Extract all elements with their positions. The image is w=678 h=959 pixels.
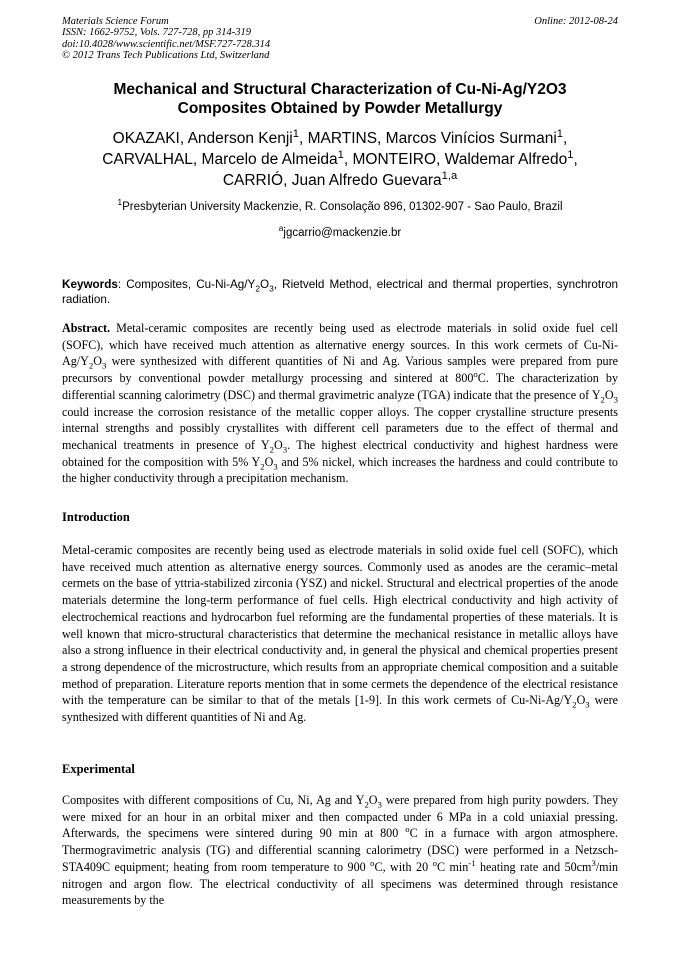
subscript: 2: [572, 699, 577, 710]
abstract: [62, 320, 618, 487]
author-name: CARRIÓ, Juan Alfredo Guevara: [222, 172, 442, 189]
superscript: o: [432, 857, 437, 868]
superscript: -1: [468, 857, 476, 868]
author-separator: ,: [573, 151, 578, 168]
subscript: 3: [377, 799, 382, 810]
superscript: o: [473, 369, 478, 380]
exp-text: C, with 20: [374, 859, 433, 874]
abstract-label: Abstract.: [62, 321, 111, 335]
issn-line: ISSN: 1662-9752, Vols. 727-728, pp 314-319: [62, 27, 251, 39]
exp-text: O: [368, 793, 378, 807]
paper-title: [62, 80, 618, 118]
abstract-text: C. The characterization by differential scanning calorimetry (DSC) and thermal gravimetric analyze (TGA) indicate that the presence of Y: [62, 371, 618, 402]
exp-text: heating rate and 50cm: [475, 859, 592, 874]
affiliation-sup: 1: [117, 198, 123, 208]
author-name: MONTEIRO, Waldemar Alfredo: [352, 151, 568, 168]
introduction-heading: Introduction: [62, 510, 130, 524]
exp-text: Composites with different compositions of Cu, Ni, Ag and Y: [62, 793, 365, 807]
superscript: o: [405, 824, 410, 835]
author-sup: 1: [292, 127, 299, 140]
email-sup: a: [278, 224, 284, 234]
affiliation: [62, 200, 618, 214]
copyright-line: © 2012 Trans Tech Publications Ltd, Switzerland: [62, 50, 270, 62]
subscript: 2: [255, 283, 261, 294]
introduction-body: [62, 542, 618, 726]
abstract-text: Metal-ceramic composites are recently being used as electrode materials in solid oxide fuel cell (SOFC), which have received much attention as alternative energy sources. In this work cermets of Cu-Ni-Ag/Y: [62, 321, 618, 369]
author-sup: 1: [567, 148, 574, 161]
exp-text: /min nitrogen and argon flow. The electrical conductivity of all specimens was determined through resistance measurements by the: [62, 859, 618, 908]
keywords-text: , Rietveld Method, electrical and thermal properties, synchrotron radiation.: [62, 278, 618, 306]
author-name: CARVALHAL, Marcelo de Almeida: [102, 151, 338, 168]
exp-text: C min: [436, 859, 469, 874]
author-email: [62, 226, 618, 240]
online-date: Online: 2012-08-24: [534, 16, 618, 27]
abstract-text: . The highest electrical conductivity and highest hardness were obtained for the composition with 5% Y: [62, 437, 618, 469]
superscript: o: [370, 857, 375, 868]
subscript: 2: [600, 394, 605, 405]
doi-line: doi:10.4028/www.scientific.net/MSF.727-728.314: [62, 38, 271, 50]
subscript: 3: [282, 444, 288, 455]
experimental-heading: Experimental: [62, 762, 135, 776]
keywords: [62, 278, 618, 307]
subscript: 2: [260, 461, 265, 472]
intro-text: Metal-ceramic composites are recently being used as electrode materials in solid oxide fuel cell (SOFC), which have received much attention as alternative energy sources. Commonly used as anodes are the ceramic–metal cermets on the base of yttria-stabilized zirconia (YSZ) and nickel. Structural and electrical properties of the anode materials determine the long-term performance of fuel cells. High electrical conductivity and high activity of electrochemical reactions and hydrocarbon fuel reforming are the fundamental properties of these materials. It is well known that micro-structural characteristics that determine the mechanical resistance in metallic alloys have also a strong influence in their electrical conductivity and, in general the physical and chemical properties present a strong dependence of the microstructure, which results from an appropriate chemical composition and a suitable method of preparation. Literature reports mention that in some cermets the dependence of the electrical resistance with the temperature can be similar to that of the metals [1-9]. In this work cermets of Cu-Ni-Ag/Y: [62, 543, 618, 708]
affiliation-text: Presbyterian University Mackenzie, R. Consolação 896, 01302-907 - Sao Paulo, Brazil: [122, 201, 563, 213]
abstract-text: O: [264, 454, 274, 469]
author-separator: ,: [563, 130, 568, 147]
author-sup: 1: [556, 127, 564, 140]
abstract-text: O: [93, 354, 102, 369]
journal-header: [62, 16, 618, 62]
keywords-label: Keywords: [62, 278, 118, 291]
subscript: 3: [613, 394, 618, 405]
journal-name: Materials Science Forum: [62, 16, 169, 27]
author-sup: 1,a: [441, 169, 458, 182]
subscript: 2: [269, 444, 274, 455]
exp-text: were prepared from high purity powders. They were mixed for an hour in an orbital mixer and then compacted under 6 MPa in a cold uniaxial pressing. Afterwards, the specimens were sintered during 90 min at 800: [62, 793, 618, 841]
experimental-body: [62, 792, 618, 909]
abstract-text: O: [604, 387, 614, 402]
abstract-text: O: [273, 437, 283, 452]
author-sup: 1: [337, 148, 344, 161]
author-separator: ,: [298, 130, 308, 147]
keywords-text: O: [260, 278, 270, 291]
email-text: jgcarrio@mackenzie.br: [283, 227, 402, 239]
subscript: 2: [364, 799, 369, 810]
intro-text: O: [576, 693, 586, 708]
subscript: 3: [273, 461, 278, 472]
exp-text: C in a furnace with argon atmosphere. Thermogravimetric analysis (TG) and differential scanning calorimetry (DSC) were performed in a Netzsch-STA409C equipment; heating from room temperature to 900: [62, 826, 618, 874]
subscript: 3: [269, 283, 274, 294]
abstract-text: were synthesized with different quantities of Ni and Ag. Various samples were prepared from pure precursors by conventional powder metallurgy processing and sintered at 800: [62, 354, 618, 386]
author-name: MARTINS, Marcos Vinícios Surmani: [307, 130, 557, 147]
subscript: 3: [585, 699, 590, 710]
abstract-text: and 5% nickel, which increases the hardness and could contribute to the higher conductivity through a precipitation mechanism.: [62, 454, 618, 486]
subscript: 3: [101, 360, 107, 371]
keywords-text: : Composites, Cu-Ni-Ag/Y: [117, 278, 256, 291]
superscript: 3: [591, 857, 596, 868]
author-name: OKAZAKI, Anderson Kenji: [112, 130, 293, 147]
intro-text: were synthesized with different quantities of Ni and Ag.: [62, 693, 618, 725]
title-line-1: Mechanical and Structural Characterization of Cu-Ni-Ag/Y2O3: [113, 81, 567, 98]
author-separator: ,: [343, 151, 353, 168]
abstract-text: could increase the corrosion resistance of the metallic copper alloys. The copper crystalline structure presents internal strengths and possibly crystallites with different cell parameters due to the effect of thermal and mechanical treatments in presence of Y: [62, 404, 618, 452]
author-list: [62, 128, 618, 191]
subscript: 2: [88, 360, 94, 371]
title-line-2: Composites Obtained by Powder Metallurgy: [177, 100, 503, 117]
